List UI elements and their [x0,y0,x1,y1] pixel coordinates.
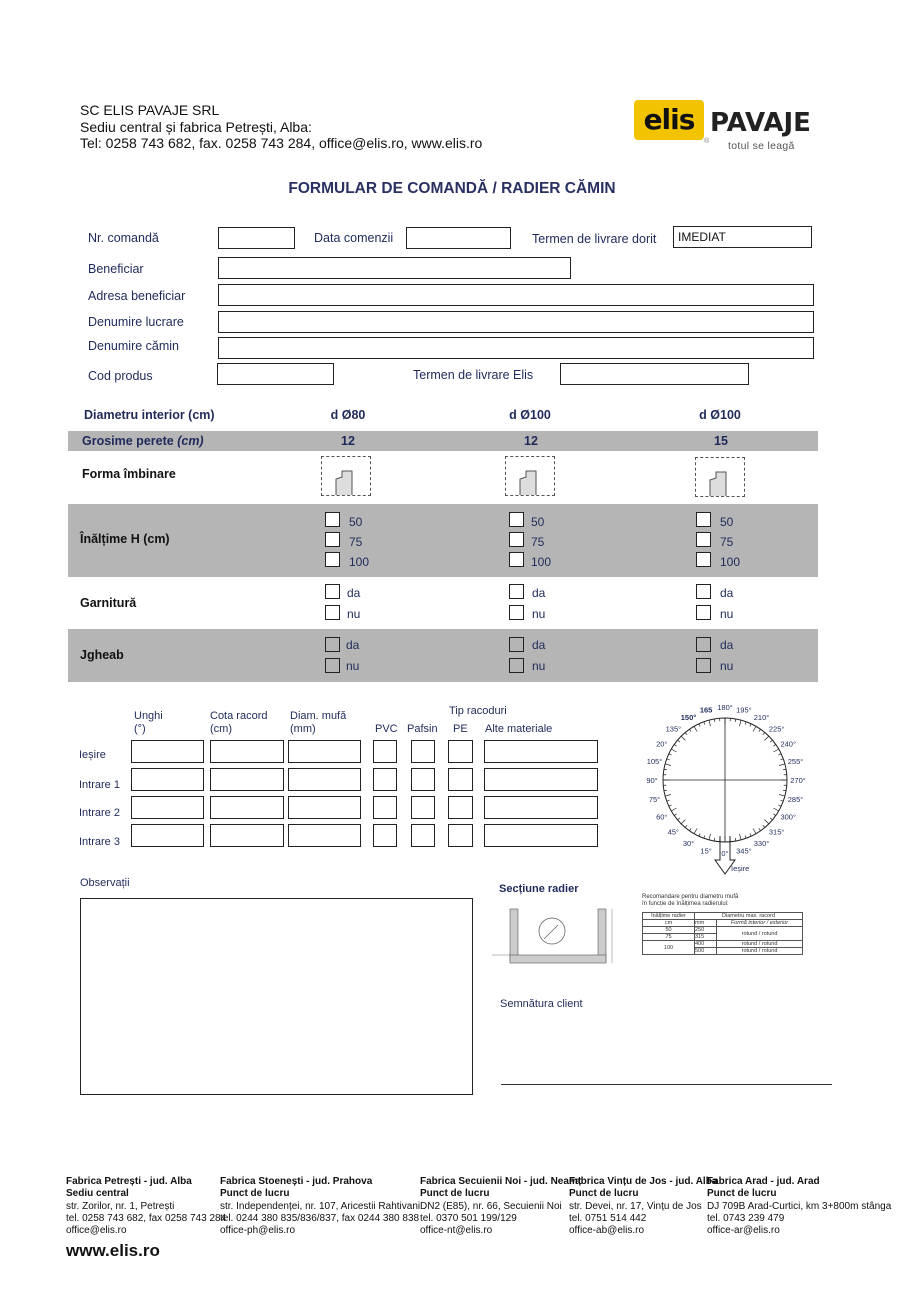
height-100-label: 100 [720,555,741,569]
recommendation-title-1: Recomandare pentru diametru mufă [642,894,739,900]
section-wall-right [598,909,606,961]
logo-mark: elis [634,100,704,140]
footer-line: office@elis.ro [66,1225,127,1237]
dial-tick [763,825,765,827]
height-50-label: 50 [531,515,545,529]
dial-tick [763,733,765,735]
section-pipe-diameter [544,925,558,939]
logo-registered: ® [704,138,710,145]
dial-tick [773,808,778,811]
dial-label: 285° [787,794,804,804]
pvc-header: PVC [375,723,398,735]
dial-tick [709,720,711,726]
other-material-input-row4[interactable] [484,824,598,847]
form-title: FORMULAR DE COMANDĂ / RADIER CĂMIN [288,180,616,197]
footer-title: Fabrica Petrești - jud. Alba [66,1176,192,1187]
dial-tick [704,722,705,725]
quota-input-row1[interactable] [210,740,284,763]
height-50-checkbox-col2[interactable] [509,512,524,527]
company-contact: Tel: 0258 743 682, fax. 0258 743 284, office@elis.ro, www.elis.ro [80,135,483,151]
height-75-label: 75 [349,535,363,549]
joint-shape-1[interactable] [321,456,371,496]
pafsin-input-row3[interactable] [411,796,435,819]
dial-label: 20° [656,739,668,749]
other-materials-header: Alte materiale [485,723,553,735]
other-material-input-row2[interactable] [484,768,598,791]
gutter-yes-label: da [346,638,360,652]
rec-shape: rotund / rotund [717,948,803,955]
quota-header: Cota racord (cm) [210,710,268,735]
footer-title: Fabrica Vințu de Jos - jud. Alba [569,1176,718,1187]
dial-label: 75° [648,794,661,804]
joint-shape-icon [322,457,370,495]
dial-label: 30° [682,839,695,849]
dial-tick [699,833,700,836]
section-diagram [492,905,622,970]
col1-wall: 12 [341,434,355,448]
sleeve-diam-input-row2[interactable] [288,768,361,791]
dial-tick [694,828,697,833]
height-50-checkbox-col3[interactable] [696,512,711,527]
footer-line: tel. 0743 239 479 [707,1212,785,1224]
footer-title: Fabrica Arad - jud. Arad [707,1176,820,1187]
dial-tick [759,828,761,830]
footer-secuienii [420,1176,581,1237]
height-50-label: 50 [349,515,363,529]
dial-tick [689,828,691,830]
rec-height: 75 [643,934,695,941]
footer-line: str. Zorilor, nr. 1, Petrești [66,1200,175,1212]
height-75-checkbox-col2[interactable] [509,532,524,547]
height-75-label: 75 [720,535,734,549]
gasket-no-checkbox-col1[interactable] [325,605,340,620]
dial-tick [709,834,711,840]
logo-tagline: totul se leagă [728,140,795,152]
gutter-no-label: nu [720,659,734,673]
quota-input-row4[interactable] [210,824,284,847]
joint-shape-icon [506,457,554,495]
dial-tick [739,720,741,726]
footer-line: tel. 0244 380 835/836/837, fax 0244 380 838 [220,1212,420,1224]
height-100-checkbox-col2[interactable] [509,552,524,567]
dial-exit-label: Ieșire [731,864,750,873]
observations-textarea[interactable] [80,898,473,1095]
footer-sub: Punct de lucru [420,1188,490,1200]
footer-line: str. Devei, nr. 17, Vințu de Jos [569,1200,702,1212]
gutter-yes-label: da [532,638,546,652]
wall-label-text: Grosime perete [82,434,174,448]
footer-line: tel. 0258 743 682, fax 0258 743 284 [66,1212,227,1224]
height-75-checkbox-col3[interactable] [696,532,711,547]
rec-height: 100 [643,941,695,955]
height-75-label: 75 [531,535,545,549]
dial-tick [704,835,705,838]
dial-tick [779,794,785,796]
height-50-checkbox-col1[interactable] [325,512,340,527]
dial-label: 300° [780,812,796,822]
rec-col2-header: Diametru max. racord [695,913,803,920]
dial-label: 210° [753,712,770,722]
footer-sub: Sediu central [66,1188,129,1200]
joint-label: Forma îmbinare [82,467,176,481]
dial-tick [685,733,687,735]
height-100-label: 100 [531,555,552,569]
footer-sub: Punct de lucru [220,1188,290,1200]
footer-line: office-ar@elis.ro [707,1225,780,1237]
dial-tick [671,749,676,752]
other-material-input-row3[interactable] [484,796,598,819]
height-label: Înălțime H (cm) [80,532,170,546]
col3-diameter: d Ø100 [699,408,741,422]
dial-tick [765,820,769,824]
height-100-checkbox-col1[interactable] [325,552,340,567]
recommendation-table [642,912,803,955]
gutter-no-checkbox-col2[interactable] [509,658,524,673]
dial-labels [646,703,805,858]
dial-tick [681,820,685,824]
dial-tick [735,719,736,722]
gutter-no-label: nu [532,659,546,673]
dial-tick [773,814,775,816]
dial-tick [753,726,756,731]
rec-diam: 250 [695,927,717,934]
dial-tick [773,749,778,752]
dial-tick [678,740,680,742]
pe-input-row4[interactable] [448,824,473,847]
joint-shape-2[interactable] [505,456,555,496]
gasket-yes-label: da [347,586,361,600]
height-50-label: 50 [720,515,734,529]
pvc-input-row4[interactable] [373,824,397,847]
dial-tick [714,838,715,841]
pafsin-input-row4[interactable] [411,824,435,847]
dial-tick [674,814,676,816]
dial-tick [750,833,751,836]
dial-tick [671,808,676,811]
col2-diameter: d Ø100 [509,408,551,422]
footer-line: office-ab@elis.ro [569,1225,644,1237]
dial-label: 60° [656,812,668,822]
rec-shape: rotund / rotund [717,927,803,941]
dial-label: 105° [646,757,663,767]
gasket-yes-checkbox-col2[interactable] [509,584,524,599]
col2-wall: 12 [524,434,538,448]
dial-label: 345° [736,846,752,856]
desired-term-label: Termen de livrare dorit [532,232,657,246]
dial-label: 240° [780,739,796,749]
pe-header: PE [453,723,468,735]
dial-label: 45° [667,827,680,837]
elis-term-label: Termen de livrare Elis [413,368,534,382]
work-name-input[interactable] [218,311,814,333]
dial-tick [681,736,685,740]
pe-input-row2[interactable] [448,768,473,791]
footer-line: tel. 0370 501 199/129 [420,1212,517,1224]
observations-label: Observații [80,877,130,889]
dial-tick [739,834,741,840]
footer-line: office-nt@elis.ro [420,1225,493,1237]
gasket-no-label: nu [720,607,734,621]
footer-line: DN2 (E85), nr. 66, Secuienii Noi [420,1200,562,1212]
gutter-yes-checkbox-col3[interactable] [696,637,711,652]
gutter-yes-checkbox-col2[interactable] [509,637,524,652]
dial-tick [664,790,667,791]
gutter-no-checkbox-col1[interactable] [325,658,340,673]
gasket-yes-label: da [720,586,734,600]
diameter-label: Diametru interior (cm) [84,408,215,422]
beneficiary-label: Beneficiar [88,262,144,276]
dial-label: 0° [721,849,729,858]
height-75-checkbox-col1[interactable] [325,532,340,547]
rec-diam: 400 [695,941,717,948]
section-base [510,955,606,963]
rec-head-row [643,913,803,920]
signature-label: Semnătura client [500,998,583,1010]
recommendation-title-2: în funcție de înălțimea radierului: [642,901,729,907]
rec-row [643,927,803,934]
row-inlet1-label: Intrare 1 [79,779,120,791]
gasket-yes-checkbox-col3[interactable] [696,584,711,599]
dial-tick [773,744,775,746]
angle-dial [630,700,820,880]
dial-tick [780,759,783,760]
section-title: Secțiune radier [499,883,579,895]
website[interactable]: www.elis.ro [66,1241,160,1260]
dial-label: 315° [768,827,785,837]
manhole-name-input[interactable] [218,337,814,359]
signature-line[interactable] [501,1084,832,1085]
pafsin-input-row1[interactable] [411,740,435,763]
dial-label: 195° [736,705,752,715]
dial-tick [778,754,781,755]
pafsin-header: Pafsin [407,723,438,735]
footer-stoenesti [220,1176,420,1237]
dial-tick [745,835,746,838]
footer-line: DJ 709B Arad-Curtici, km 3+800m stânga [707,1200,892,1212]
sleeve-diam-input-row3[interactable] [288,796,361,819]
joint-shape-icon [696,458,744,496]
angle-input-row2[interactable] [131,768,204,791]
dial-tick [735,838,736,841]
company-info [80,102,482,152]
footer-sub: Punct de lucru [569,1188,639,1200]
sleeve-diam-input-row4[interactable] [288,824,361,847]
dial-tick [678,818,680,820]
pe-input-row3[interactable] [448,796,473,819]
dial-label: 15° [700,846,712,856]
logo-brand: PAVAJE [710,108,811,138]
dial-tick [689,729,691,731]
gasket-no-label: nu [532,607,546,621]
footer-vintu [569,1176,717,1237]
height-100-label: 100 [349,555,370,569]
rec-unit-cm: cm [643,920,695,927]
gutter-label: Jgheab [80,648,124,662]
footer-line: office-ph@elis.ro [220,1225,295,1237]
company-address: Sediu central și fabrica Petrești, Alba: [80,118,312,135]
dial-tick [665,764,671,766]
dial-tick [685,825,687,827]
dial-tick [778,805,781,806]
dial-tick [783,790,786,791]
gutter-no-label: nu [346,659,360,673]
rec-shape: rotund / rotund [717,941,803,948]
beneficiary-input[interactable] [218,257,571,279]
quota-input-row2[interactable] [210,768,284,791]
dial-tick [770,818,772,820]
rec-unit-row [643,920,803,927]
gutter-yes-checkbox-col1[interactable] [325,637,340,652]
order-no-label: Nr. comandă [88,231,159,245]
rec-diam: 315 [695,934,717,941]
dial-tick [667,800,670,801]
angle-header: Unghi (°) [134,710,163,735]
product-code-label: Cod produs [88,369,153,383]
footer-line: tel. 0751 514 442 [569,1212,647,1224]
dial-tick [765,736,769,740]
footer-arad [707,1176,891,1237]
dial-tick [665,794,671,796]
beneficiary-address-input[interactable] [218,284,814,306]
dial-label: 330° [753,839,770,849]
row-exit-label: Ieșire [79,749,106,761]
pafsin-input-row2[interactable] [411,768,435,791]
dial-tick [745,722,746,725]
elis-logo [634,100,814,156]
pe-input-row1[interactable] [448,740,473,763]
angle-input-row4[interactable] [131,824,204,847]
sleeve-diam-input-row1[interactable] [288,740,361,763]
angle-input-row1[interactable] [131,740,204,763]
footer-sub: Punct de lucru [707,1188,777,1200]
section-wall-left [510,909,518,961]
wall-label [82,434,204,448]
dial-tick [759,729,761,731]
footer-title: Fabrica Secuienii Noi - jud. Neamț [420,1176,582,1187]
company-name: SC ELIS PAVAJE SRL [80,102,220,118]
gutter-yes-label: da [720,638,734,652]
product-code-input[interactable] [217,363,334,385]
dial-tick [750,724,751,727]
other-material-input-row1[interactable] [484,740,598,763]
work-name-label: Denumire lucrare [88,315,184,329]
gasket-yes-checkbox-col1[interactable] [325,584,340,599]
desired-term-input[interactable]: IMEDIAT [673,226,812,248]
dial-label: 270° [790,776,806,785]
gasket-no-label: nu [347,607,361,621]
dial-tick [714,719,715,722]
dial-tick [669,805,672,806]
row-inlet3-label: Intrare 3 [79,836,120,848]
dial-tick [699,724,700,727]
rec-diam: 500 [695,948,717,955]
rec-shape-header: Formă interior / exterior [717,920,803,927]
dial-tick [779,764,785,766]
dial-label: 180° [717,703,733,712]
recommendation-title [642,894,738,908]
dial-tick [753,828,756,833]
beneficiary-address-label: Adresa beneficiar [88,289,186,303]
col1-diameter: d Ø80 [330,408,366,422]
pvc-input-row3[interactable] [373,796,397,819]
footer-title: Fabrica Stoenești - jud. Prahova [220,1176,373,1187]
order-date-input[interactable] [406,227,511,249]
gasket-no-checkbox-col3[interactable] [696,605,711,620]
pvc-input-row1[interactable] [373,740,397,763]
quota-input-row3[interactable] [210,796,284,819]
dial-label: 150° [680,712,697,722]
order-date-label: Data comenzii [314,231,394,245]
sleeve-diam-header: Diam. mufă (mm) [290,710,347,735]
dial-tick [770,740,772,742]
elis-term-input[interactable] [560,363,749,385]
gutter-no-checkbox-col3[interactable] [696,658,711,673]
connection-type-title: Tip racoduri [449,705,507,717]
dial-label: 225° [768,724,785,734]
gasket-no-checkbox-col2[interactable] [509,605,524,620]
pvc-input-row2[interactable] [373,768,397,791]
row-inlet2-label: Intrare 2 [79,807,120,819]
height-100-checkbox-col3[interactable] [696,552,711,567]
rec-height: 50 [643,927,695,934]
dial-label: 255° [787,757,804,767]
dial-tick [694,726,697,731]
dial-tick [674,744,676,746]
footer-petresti [66,1176,226,1237]
dial-label: 135° [665,724,682,734]
angle-input-row3[interactable] [131,796,204,819]
dial-tick [783,769,786,770]
col3-wall: 15 [714,434,728,448]
footer-line: str. Independenței, nr. 107, Aricestii Rahtivani [220,1200,421,1212]
wall-label-unit: (cm) [177,434,204,448]
dial-tick [667,759,670,760]
dial-tick [664,769,667,770]
dial-label: 165 [699,705,713,715]
dial-tick [669,754,672,755]
manhole-name-label: Denumire cămin [88,339,180,353]
dial-tick [780,800,783,801]
dial-label: 90° [646,776,658,785]
rec-row [643,941,803,948]
gasket-label: Garnitură [80,596,137,610]
gasket-yes-label: da [532,586,546,600]
order-no-input[interactable] [218,227,295,249]
joint-shape-3[interactable] [695,457,745,497]
rec-col1-header: Înălțime radier [643,913,695,920]
rec-unit-mm: mm [695,920,717,927]
